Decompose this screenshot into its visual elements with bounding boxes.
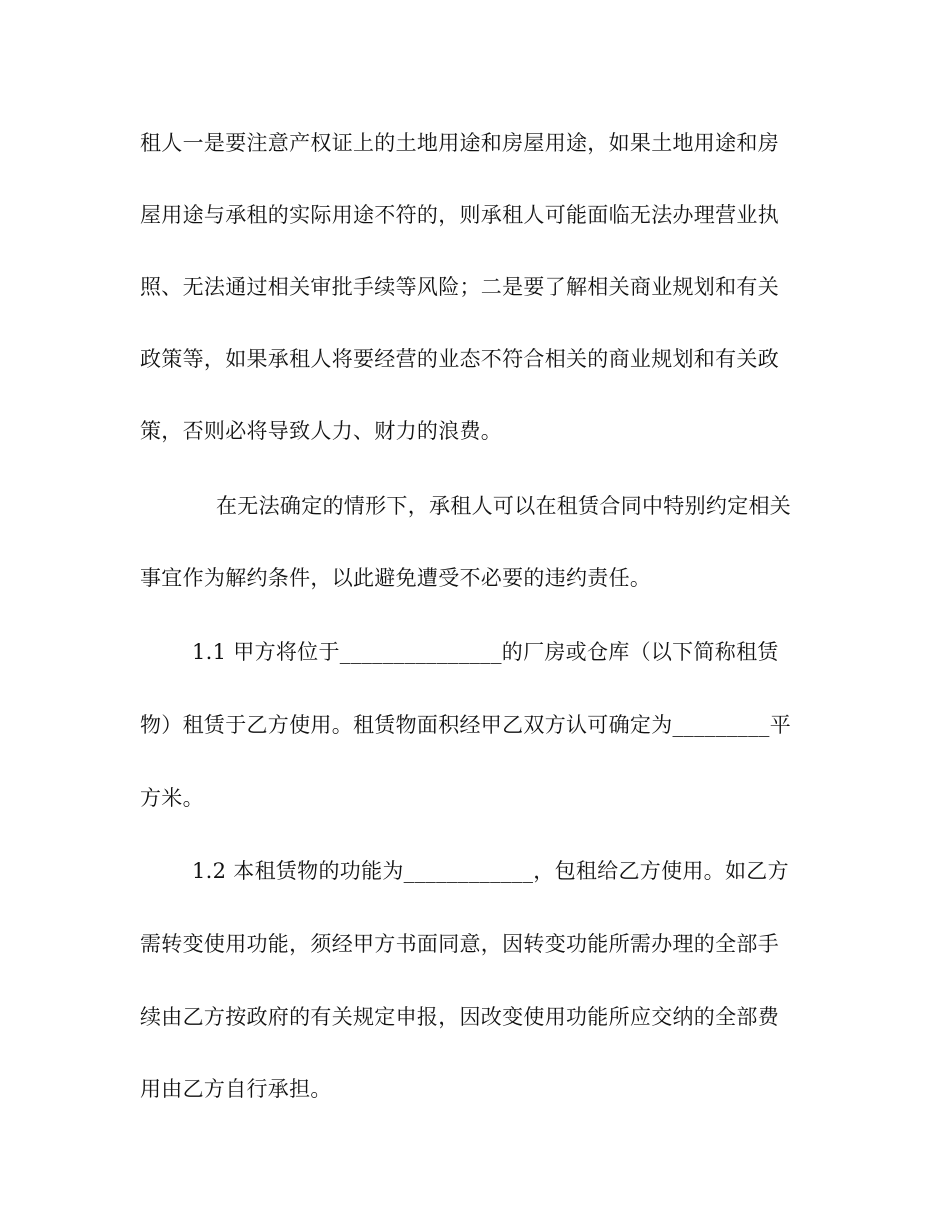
- text-line: 1.2 本租赁物的功能为____________，包租给乙方使用。如乙方: [192, 859, 789, 883]
- text-line: 在无法确定的情形下，承租人可以在租赁合同中特别约定相关: [216, 494, 792, 518]
- text-line: 需转变使用功能，须经甲方书面同意，因转变功能所需办理的全部手: [140, 932, 779, 956]
- text-line: 屋用途与承租的实际用途不符的，则承租人可能面临无法办理营业执: [140, 203, 779, 227]
- text-line: 用由乙方自行承担。: [140, 1077, 332, 1101]
- text-line: 续由乙方按政府的有关规定申报，因改变使用功能所应交纳的全部费: [140, 1005, 779, 1029]
- text-line: 照、无法通过相关审批手续等风险；二是要了解相关商业规划和有关: [140, 275, 779, 299]
- text-line: 政策等，如果承租人将要经营的业态不符合相关的商业规划和有关政: [140, 347, 779, 371]
- text-line: 事宜作为解约条件，以此避免遭受不必要的违约责任。: [140, 566, 652, 590]
- text-line: 1.1 甲方将位于_______________的厂房或仓库（以下简称租赁: [192, 640, 779, 664]
- text-line: 策，否则必将导致人力、财力的浪费。: [140, 419, 503, 443]
- text-line: 物）租赁于乙方使用。租赁物面积经甲乙双方认可确定为_________平: [140, 713, 791, 737]
- text-line: 方米。: [140, 786, 204, 810]
- text-line: 租人一是要注意产权证上的土地用途和房屋用途，如果土地用途和房: [140, 131, 779, 155]
